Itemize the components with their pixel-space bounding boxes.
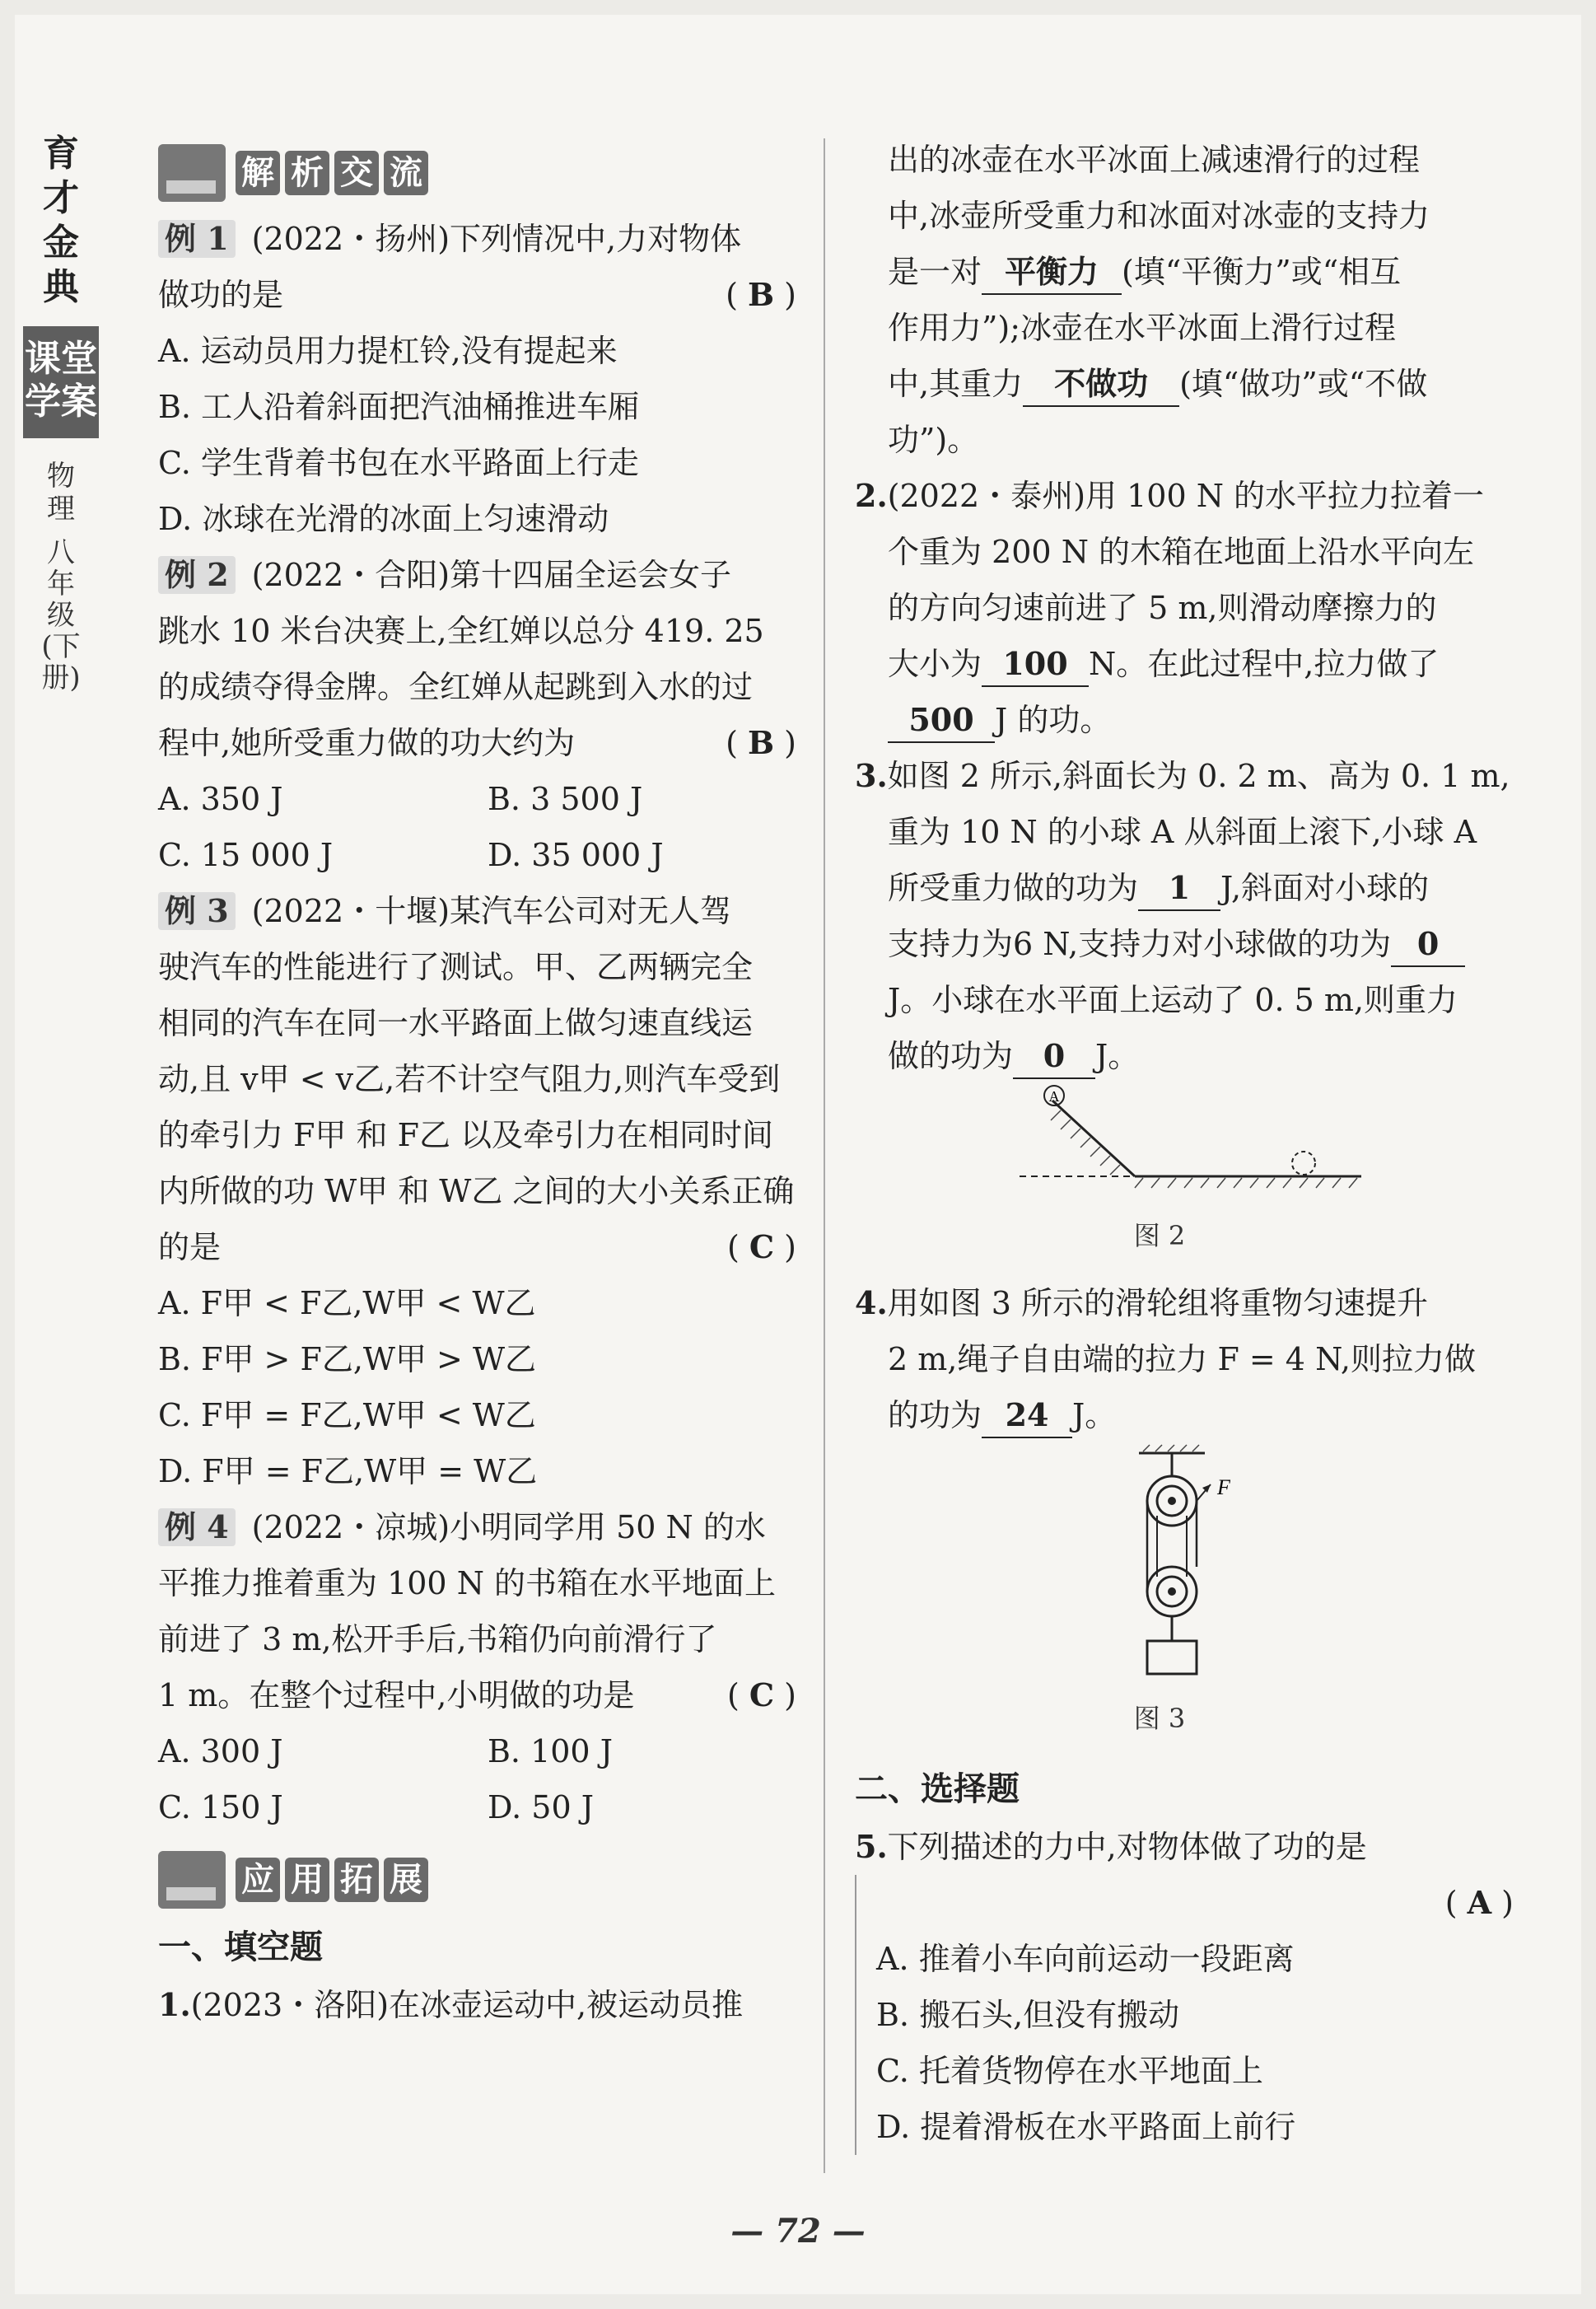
answer-value: B <box>747 724 775 761</box>
ball-label: A <box>1048 1088 1060 1105</box>
option: B. 工人沿着斜面把汽油桶推进车厢 <box>158 389 640 425</box>
option: C. F甲 = F乙,W甲 < W乙 <box>158 1397 536 1433</box>
chart-icon <box>158 144 226 202</box>
example-text: 相同的汽车在同一水平路面上做匀速直线运 <box>158 1005 754 1041</box>
section-badge-char: 展 <box>384 1858 428 1902</box>
option: D. 35 000 J <box>488 837 664 873</box>
example-text: 跳水 10 米台决赛上,全红婵以总分 419. 25 <box>158 613 764 649</box>
option: B. F甲 > F乙,W甲 > W乙 <box>158 1341 537 1377</box>
example-text: 前进了 3 m,松开手后,书箱仍向前滑行了 <box>158 1621 717 1657</box>
option: C. 150 J <box>158 1789 283 1825</box>
question-number: 3. <box>855 757 888 794</box>
question-1-continued <box>855 132 1514 468</box>
question-text: 的方向匀速前进了 5 m,则滑动摩擦力的 <box>888 590 1437 626</box>
question-text: 的功为 <box>888 1397 982 1433</box>
question-text: J。小球在水平面上运动了 0. 5 m,则重力 <box>888 982 1458 1018</box>
example-text: 做功的是 <box>158 277 284 313</box>
answer-value: A <box>1467 1884 1492 1921</box>
ceiling-hatching <box>1143 1445 1199 1451</box>
question-text: (2023・洛阳)在冰壶运动中,被运动员推 <box>190 1987 744 2023</box>
question-5 <box>855 1819 1514 2155</box>
option: D. F甲 = F乙,W甲 = W乙 <box>158 1453 538 1489</box>
question-text: 中,其重力 <box>888 366 1024 402</box>
answer-blank: 500 <box>888 699 995 743</box>
question-text: (2022・泰州)用 100 N 的水平拉力拉着一 <box>887 478 1485 514</box>
option: C. 15 000 J <box>158 837 334 873</box>
example-text: (2022・扬州)下列情况中,力对物体 <box>251 221 742 257</box>
example-text: 1 m。在整个过程中,小明做的功是 <box>158 1677 635 1713</box>
section-analysis-header <box>158 140 796 206</box>
section-badge-char: 交 <box>334 151 379 195</box>
fixed-pulley-axle <box>1168 1497 1176 1505</box>
question-text: 所受重力做的功为 <box>888 870 1139 906</box>
example-text: 内所做的功 W甲 和 W乙 之间的大小关系正确 <box>158 1173 795 1209</box>
question-text: N。在此过程中,拉力做了 <box>1089 646 1440 682</box>
force-label: F <box>1217 1475 1230 1499</box>
right-column <box>855 132 1514 2155</box>
question-text: J。 <box>1072 1397 1117 1433</box>
section-badge-char: 拓 <box>334 1858 379 1902</box>
figure-caption: 图 2 <box>1133 1220 1186 1251</box>
answer-bracket: ( C ) <box>726 1228 796 1265</box>
example-text: (2022・十堰)某汽车公司对无人驾 <box>251 893 732 929</box>
example-tag: 例 2 <box>158 556 236 594</box>
example-text: 的牵引力 F甲 和 F乙 以及牵引力在相同时间 <box>158 1117 774 1153</box>
ball-end-position <box>1292 1152 1315 1175</box>
question-text: J,斜面对小球的 <box>1220 870 1430 906</box>
section-apply-header <box>158 1847 796 1913</box>
question-text: 是一对 <box>888 254 982 290</box>
question-2 <box>855 468 1514 748</box>
example-text: 的是 <box>158 1229 222 1265</box>
option: B. 100 J <box>488 1733 613 1769</box>
answer-bracket: ( C ) <box>726 1676 796 1713</box>
ground-hatching <box>1135 1178 1357 1188</box>
example-tag: 例 1 <box>158 220 236 258</box>
option: B. 搬石头,但没有搬动 <box>876 1997 1180 2033</box>
question-text: 下列描述的力中,对物体做了功的是 <box>887 1829 1367 1865</box>
option: C. 托着货物停在水平地面上 <box>876 2053 1263 2089</box>
example-text: 程中,她所受重力做的功大约为 <box>158 725 576 761</box>
question-text: J 的功。 <box>995 702 1112 738</box>
answer-value: C <box>749 1228 775 1265</box>
example-text: 动,且 v甲 < v乙,若不计空气阻力,则汽车受到 <box>158 1061 781 1097</box>
answer-blank: 100 <box>982 643 1089 687</box>
load-block <box>1147 1641 1197 1674</box>
page-number: — 72 — <box>730 2212 866 2251</box>
option: D. 50 J <box>488 1789 594 1825</box>
option-group <box>855 1875 1514 2155</box>
option: D. 提着滑板在水平路面上前行 <box>876 2109 1296 2145</box>
option: A. F甲 < F乙,W甲 < W乙 <box>158 1285 536 1321</box>
incline-hatching <box>1051 1110 1120 1175</box>
course-tab: 课堂学案 <box>23 326 99 438</box>
question-text: (填“平衡力”或“相互 <box>1122 254 1402 290</box>
option: A. 300 J <box>158 1733 283 1769</box>
question-number: 5. <box>855 1828 888 1865</box>
answer-blank: 24 <box>982 1394 1072 1438</box>
question-4 <box>855 1275 1514 1746</box>
question-text: 中,冰壶所受重力和冰面对冰壶的支持力 <box>888 198 1430 234</box>
example-2 <box>158 547 796 883</box>
pulley-diagram <box>855 1443 1514 1690</box>
sidebar-strip <box>23 132 99 694</box>
left-column <box>158 140 796 2033</box>
answer-value: B <box>747 276 775 313</box>
incline-figure <box>855 1084 1514 1208</box>
grade-label: 八年级(下册) <box>41 536 81 694</box>
question-3 <box>855 748 1514 1264</box>
option: A. 运动员用力提杠铃,没有提起来 <box>158 333 618 369</box>
example-4 <box>158 1499 796 1835</box>
example-3 <box>158 883 796 1499</box>
figure-caption: 图 3 <box>1133 1703 1186 1734</box>
incline-diagram <box>855 1084 1514 1208</box>
question-text: J。 <box>1095 1038 1140 1074</box>
question-text: 2 m,绳子自由端的拉力 F = 4 N,则拉力做 <box>888 1341 1476 1377</box>
column-divider <box>824 138 825 2173</box>
option: A. 350 J <box>158 781 283 817</box>
section-badge-char: 析 <box>285 151 329 195</box>
question-number: 4. <box>855 1284 888 1321</box>
question-text: 做的功为 <box>888 1038 1014 1074</box>
answer-bracket: ( B ) <box>726 724 796 761</box>
section-badge-char: 应 <box>236 1858 280 1902</box>
answer-value: C <box>749 1676 775 1713</box>
example-text: (2022・合阳)第十四届全运会女子 <box>251 557 732 593</box>
question-text: (填“做功”或“不做 <box>1179 366 1428 402</box>
option: C. 学生背着书包在水平路面上行走 <box>158 445 639 481</box>
question-text: 重为 10 N 的小球 A 从斜面上滚下,小球 A <box>888 814 1477 850</box>
books-icon <box>158 1851 226 1909</box>
question-text: 用如图 3 所示的滑轮组将重物匀速提升 <box>887 1285 1429 1321</box>
section-badge-char: 用 <box>285 1858 329 1902</box>
option: A. 推着小车向前运动一段距离 <box>876 1941 1295 1977</box>
answer-bracket: ( B ) <box>726 276 796 313</box>
section-badge-char: 流 <box>384 151 428 195</box>
example-tag: 例 4 <box>158 1508 236 1546</box>
answer-blank: 0 <box>1391 923 1465 967</box>
question-text: 出的冰壶在水平冰面上减速滑行的过程 <box>888 142 1421 178</box>
example-1 <box>158 211 796 547</box>
subject-label: 物理 <box>47 460 75 526</box>
pulley-figure <box>855 1443 1514 1690</box>
example-text: 驶汽车的性能进行了测试。甲、乙两辆完全 <box>158 949 754 985</box>
answer-bracket: ( A ) <box>1444 1884 1514 1921</box>
example-tag: 例 3 <box>158 892 236 930</box>
answer-blank: 平衡力 <box>982 250 1122 295</box>
option: D. 冰球在光滑的冰面上匀速滑动 <box>158 501 609 537</box>
question-text: 功”)。 <box>888 422 979 458</box>
question-text: 如图 2 所示,斜面长为 0. 2 m、高为 0. 1 m, <box>887 758 1510 794</box>
brand-title: 育才金典 <box>43 133 79 308</box>
example-text: (2022・凉城)小明同学用 50 N 的水 <box>251 1509 766 1545</box>
answer-blank: 0 <box>1013 1035 1095 1079</box>
movable-pulley-axle <box>1168 1587 1176 1596</box>
question-text: 大小为 <box>888 646 982 682</box>
question-text: 支持力为6 N,支持力对小球做的功为 <box>888 926 1392 962</box>
answer-blank: 1 <box>1138 867 1220 911</box>
question-number: 1. <box>158 1986 191 2023</box>
fill-blank-heading: 一、填空题 <box>158 1928 323 1966</box>
choice-heading: 二、选择题 <box>855 1769 1020 1808</box>
example-text: 平推力推着重为 100 N 的书箱在水平地面上 <box>158 1565 777 1601</box>
question-text: 作用力”);冰壶在水平冰面上滑行过程 <box>888 310 1397 346</box>
example-text: 的成绩夺得金牌。全红婵从起跳到入水的过 <box>158 669 754 705</box>
incline-surface <box>1052 1101 1135 1176</box>
question-text: 个重为 200 N 的木箱在地面上沿水平向左 <box>888 534 1475 570</box>
section-badge-char: 解 <box>236 151 280 195</box>
answer-blank: 不做功 <box>1023 362 1179 407</box>
question-number: 2. <box>855 477 888 514</box>
option: B. 3 500 J <box>488 781 643 817</box>
